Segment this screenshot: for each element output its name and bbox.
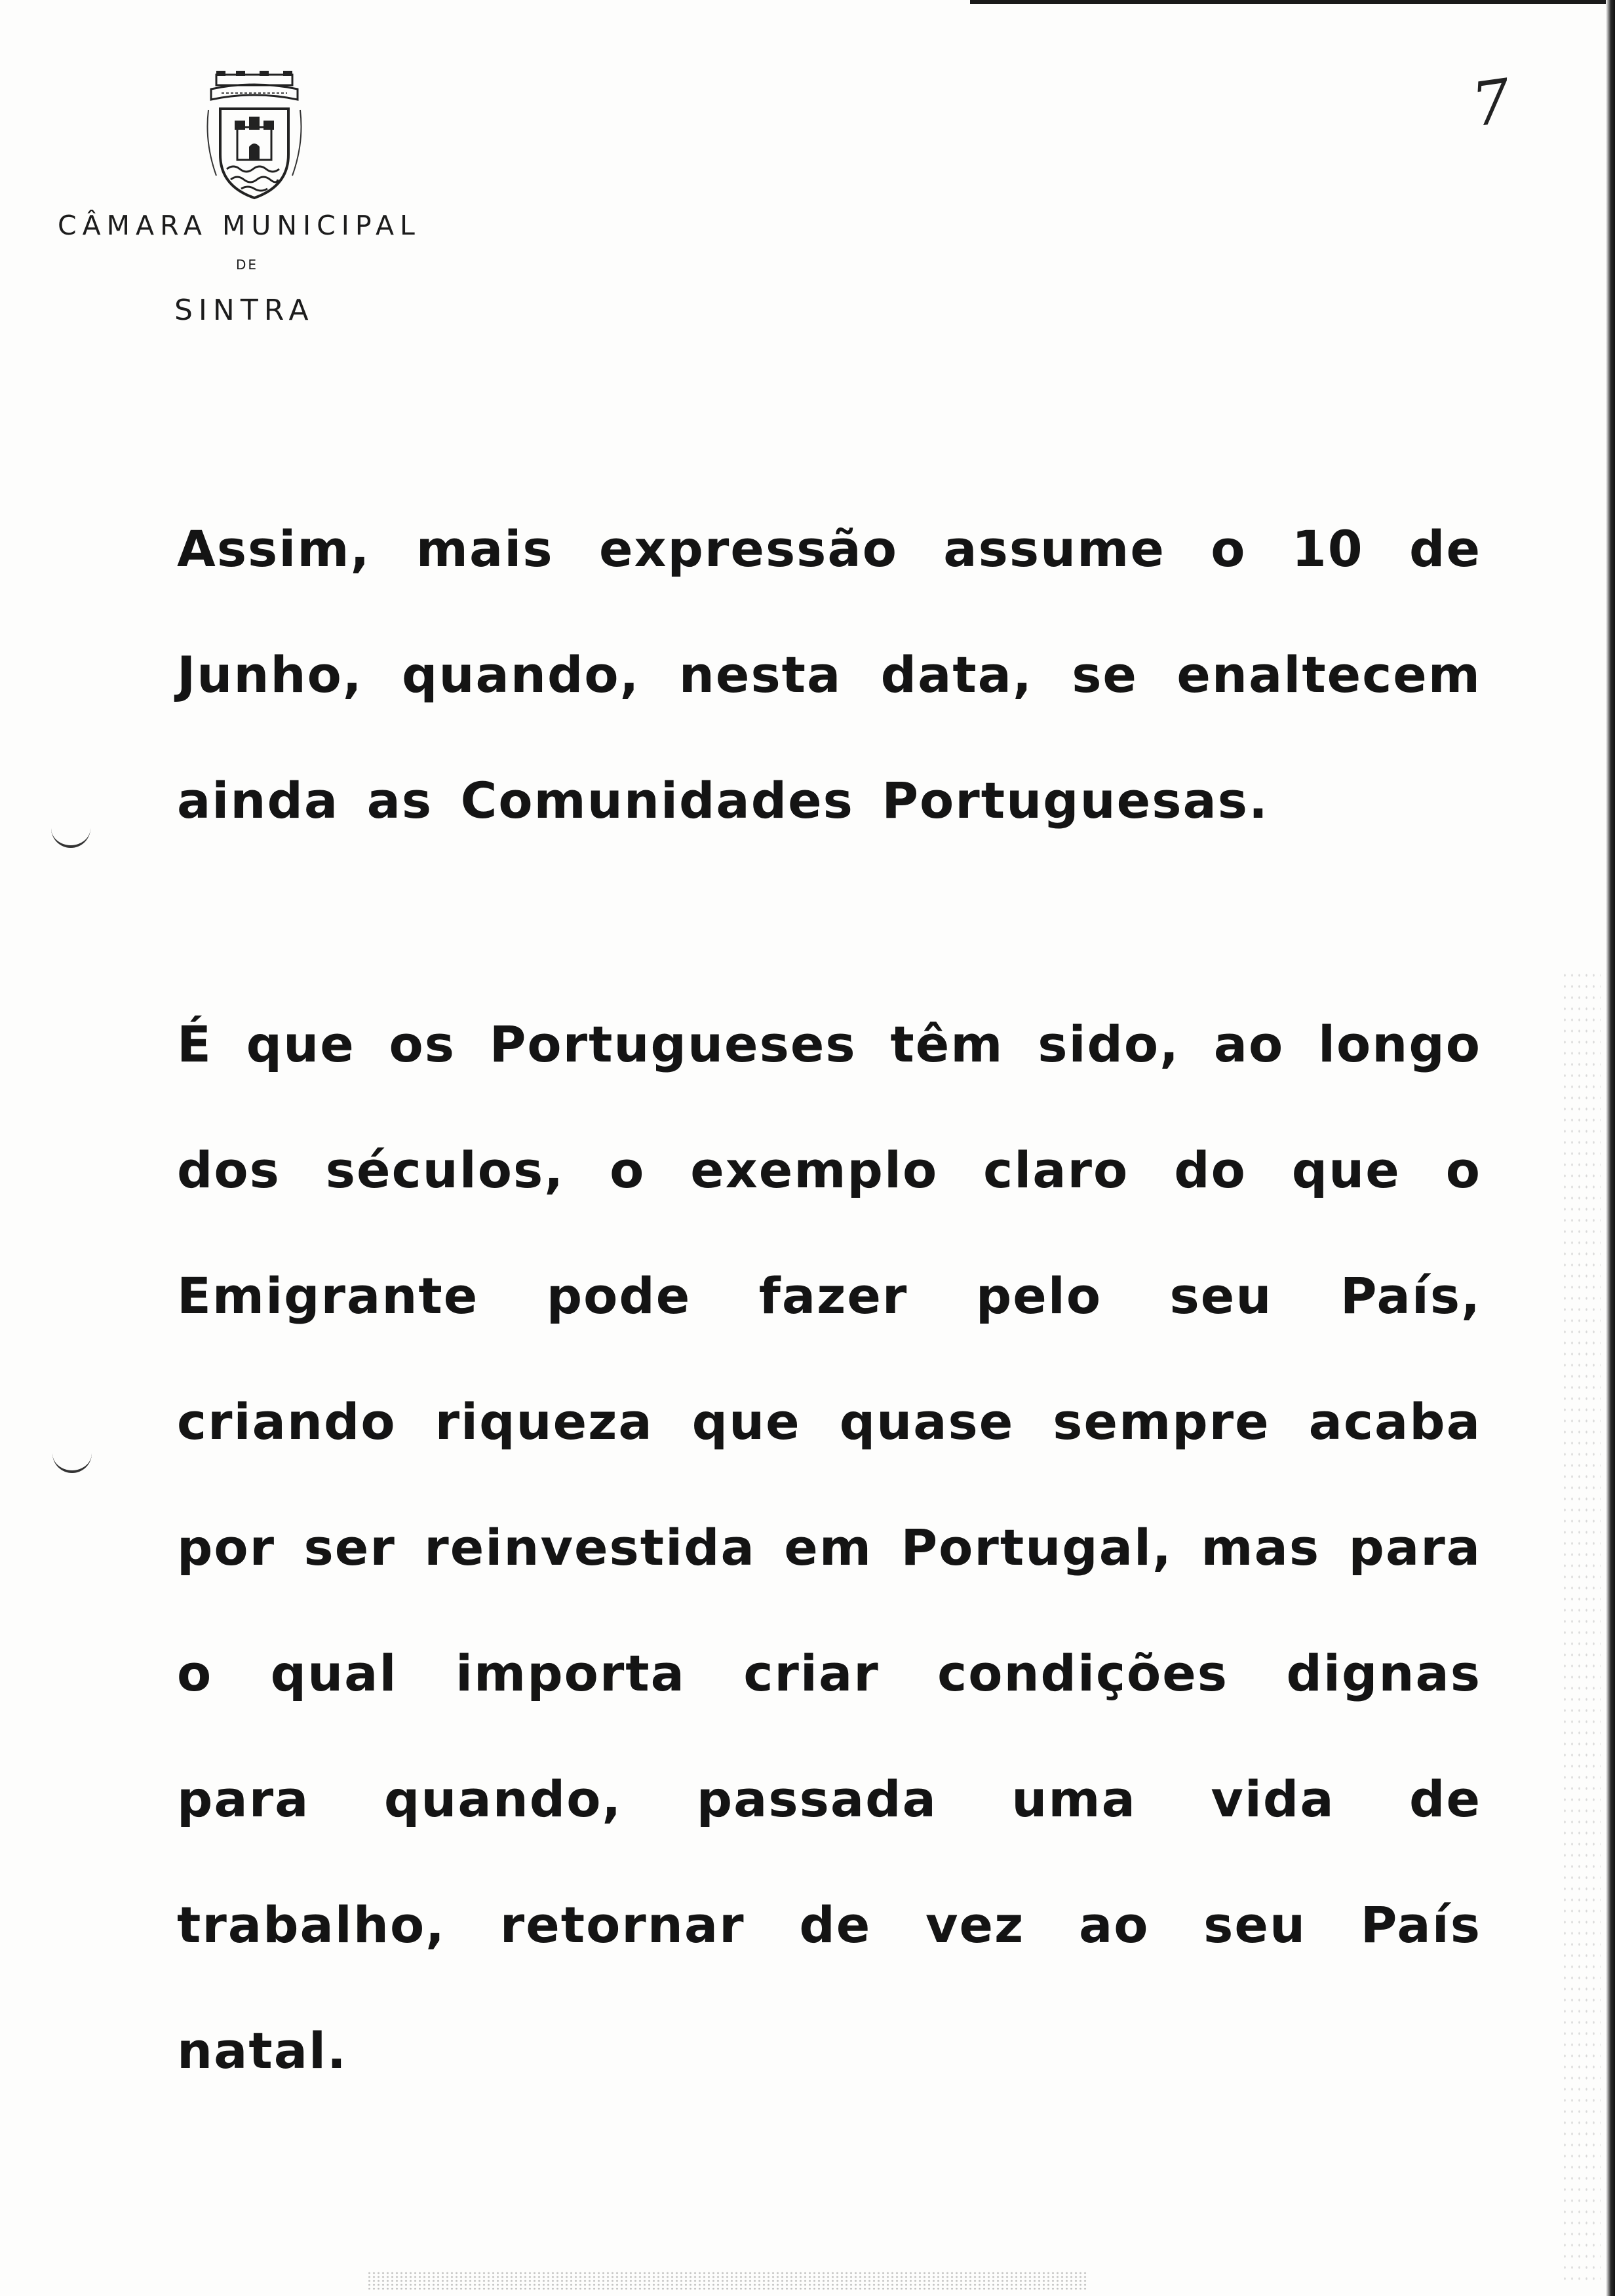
- letterhead-title: CÂMARA MUNICIPAL: [58, 210, 421, 241]
- letterhead-preposition: DE: [236, 257, 259, 273]
- paragraph: Assim, mais expressão assume o 10 de Junho, quando, nesta data, se enaltecem ainda as Comunidades Portuguesas.: [177, 520, 1481, 830]
- scan-edge-top: [970, 0, 1615, 4]
- scan-edge-right: [1606, 0, 1615, 2296]
- page-number: 7: [1467, 66, 1515, 141]
- scan-speckle-bottom: [367, 2271, 1088, 2291]
- letterhead: [58, 71, 464, 333]
- body-text: [177, 486, 1481, 2114]
- scan-speckle: [1561, 970, 1601, 2280]
- municipal-crest-icon: [202, 71, 307, 202]
- margin-mark: [51, 824, 90, 848]
- paragraph: É que os Portugueses têm sido, ao longo dos séculos, o exemplo claro do que o Emigrante pode fazer pelo seu País, criando riqueza que quase sempre acaba por ser reinvestida em Portugal, mas para o qual importa criar condições dignas para quando, passada uma vida de trabalho, retornar de vez ao seu País natal.: [177, 1015, 1481, 2080]
- margin-mark: [52, 1449, 92, 1473]
- letterhead-city: SINTRA: [174, 294, 315, 327]
